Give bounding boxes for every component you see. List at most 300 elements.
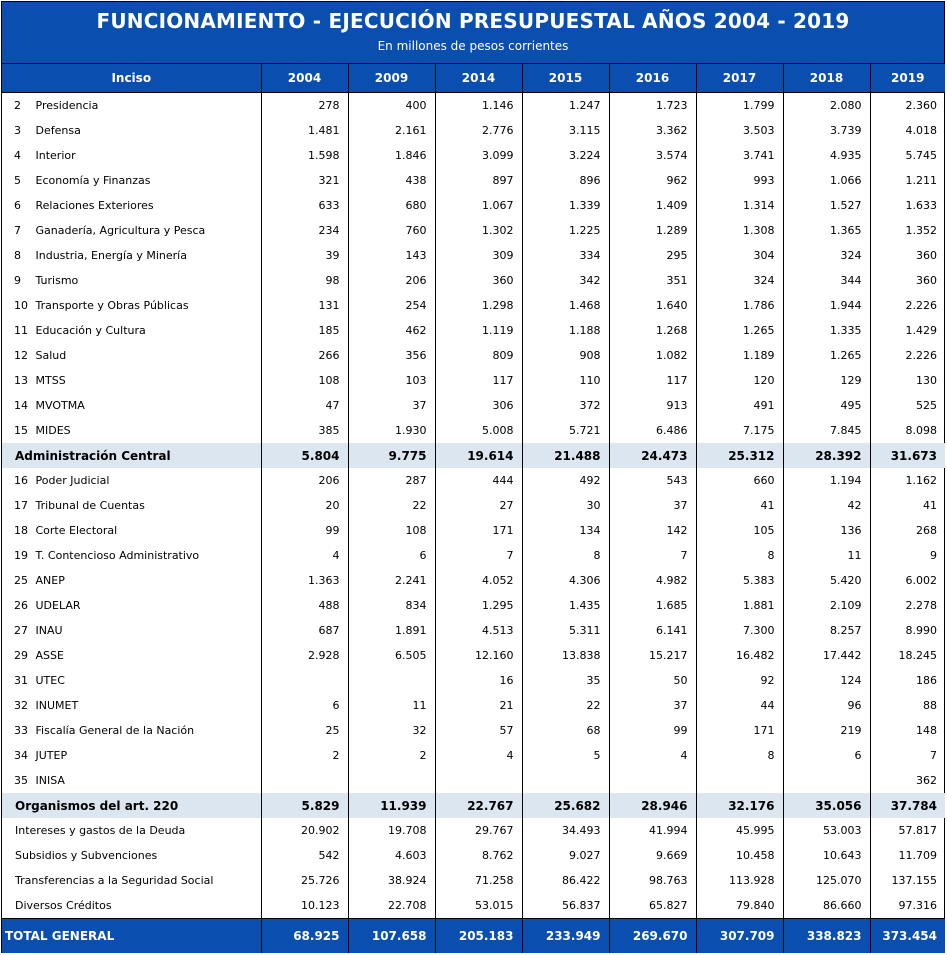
value-cell: 400 xyxy=(348,93,435,119)
table-row xyxy=(2,268,945,293)
inciso-name: Transferencias a la Seguridad Social xyxy=(15,874,214,887)
table-row xyxy=(2,518,945,543)
value-cell: 1.429 xyxy=(870,318,945,343)
inciso-number: 27 xyxy=(14,624,28,637)
value-cell: 254 xyxy=(348,293,435,318)
value-cell: 304 xyxy=(696,243,783,268)
row-label xyxy=(2,293,261,318)
value-cell: 1.302 xyxy=(435,218,522,243)
value-cell: 1.265 xyxy=(696,318,783,343)
value-cell: 113.928 xyxy=(696,868,783,893)
value-cell: 34.493 xyxy=(522,818,609,843)
header-year: 2016 xyxy=(609,64,696,93)
value-cell: 105 xyxy=(696,518,783,543)
value-cell: 1.468 xyxy=(522,293,609,318)
value-cell: 22 xyxy=(522,693,609,718)
total-row xyxy=(2,919,945,954)
value-cell: 1.247 xyxy=(522,93,609,119)
value-cell xyxy=(348,668,435,693)
value-cell: 20.902 xyxy=(261,818,348,843)
row-label xyxy=(2,843,261,868)
value-cell: 3.739 xyxy=(783,118,870,143)
value-cell: 233.949 xyxy=(522,919,609,954)
value-cell: 8.098 xyxy=(870,418,945,443)
value-cell: 4 xyxy=(435,743,522,768)
inciso-name: Defensa xyxy=(35,124,81,137)
inciso-name: Transporte y Obras Públicas xyxy=(35,299,189,312)
value-cell: 8 xyxy=(696,743,783,768)
value-cell: 45.995 xyxy=(696,818,783,843)
value-cell: 65.827 xyxy=(609,893,696,919)
value-cell: 125.070 xyxy=(783,868,870,893)
inciso-name: Administración Central xyxy=(15,448,171,463)
header-year: 2017 xyxy=(696,64,783,93)
row-label xyxy=(2,643,261,668)
value-cell: 19.708 xyxy=(348,818,435,843)
table-row xyxy=(2,218,945,243)
value-cell: 278 xyxy=(261,93,348,119)
value-cell: 495 xyxy=(783,393,870,418)
value-cell: 1.265 xyxy=(783,343,870,368)
value-cell: 1.685 xyxy=(609,593,696,618)
value-cell: 21 xyxy=(435,693,522,718)
value-cell: 373.454 xyxy=(870,919,945,954)
value-cell: 266 xyxy=(261,343,348,368)
value-cell: 2.080 xyxy=(783,93,870,119)
value-cell: 2.109 xyxy=(783,593,870,618)
value-cell xyxy=(609,768,696,793)
value-cell: 4.018 xyxy=(870,118,945,143)
inciso-name: MIDES xyxy=(35,424,71,437)
table-body xyxy=(2,93,945,954)
value-cell: 6.141 xyxy=(609,618,696,643)
value-cell: 120 xyxy=(696,368,783,393)
table-row xyxy=(2,868,945,893)
value-cell: 7.300 xyxy=(696,618,783,643)
value-cell: 98 xyxy=(261,268,348,293)
row-label xyxy=(2,818,261,843)
value-cell: 37 xyxy=(609,493,696,518)
inciso-name: UTEC xyxy=(35,674,65,687)
header-year: 2014 xyxy=(435,64,522,93)
inciso-name: MVOTMA xyxy=(35,399,85,412)
value-cell: 4.603 xyxy=(348,843,435,868)
value-cell: 1.527 xyxy=(783,193,870,218)
value-cell xyxy=(696,768,783,793)
value-cell: 6.505 xyxy=(348,643,435,668)
value-cell: 488 xyxy=(261,593,348,618)
value-cell: 206 xyxy=(348,268,435,293)
value-cell: 53.015 xyxy=(435,893,522,919)
header-year: 2015 xyxy=(522,64,609,93)
value-cell: 913 xyxy=(609,393,696,418)
header-year: 2019 xyxy=(870,64,945,93)
value-cell: 2.161 xyxy=(348,118,435,143)
value-cell: 16.482 xyxy=(696,643,783,668)
value-cell: 1.363 xyxy=(261,568,348,593)
value-cell: 1.066 xyxy=(783,168,870,193)
value-cell: 1.598 xyxy=(261,143,348,168)
value-cell: 4.052 xyxy=(435,568,522,593)
value-cell xyxy=(435,768,522,793)
value-cell: 1.481 xyxy=(261,118,348,143)
value-cell: 32 xyxy=(348,718,435,743)
value-cell: 3.224 xyxy=(522,143,609,168)
row-label xyxy=(2,93,261,119)
header-year: 2009 xyxy=(348,64,435,93)
value-cell: 1.308 xyxy=(696,218,783,243)
table-row xyxy=(2,593,945,618)
value-cell: 10.643 xyxy=(783,843,870,868)
value-cell: 1.082 xyxy=(609,343,696,368)
value-cell: 2 xyxy=(348,743,435,768)
value-cell: 35.056 xyxy=(783,793,870,818)
row-label xyxy=(2,593,261,618)
value-cell: 57 xyxy=(435,718,522,743)
table-row xyxy=(2,468,945,493)
inciso-number: 12 xyxy=(14,349,28,362)
budget-table xyxy=(2,64,945,953)
value-cell: 110 xyxy=(522,368,609,393)
value-cell: 1.786 xyxy=(696,293,783,318)
value-cell: 1.314 xyxy=(696,193,783,218)
inciso-name: Intereses y gastos de la Deuda xyxy=(15,824,186,837)
value-cell: 234 xyxy=(261,218,348,243)
value-cell: 11 xyxy=(348,693,435,718)
value-cell: 18.245 xyxy=(870,643,945,668)
value-cell: 462 xyxy=(348,318,435,343)
value-cell: 5.829 xyxy=(261,793,348,818)
value-cell: 137.155 xyxy=(870,868,945,893)
value-cell: 10.458 xyxy=(696,843,783,868)
inciso-name: Poder Judicial xyxy=(35,474,110,487)
value-cell: 1.298 xyxy=(435,293,522,318)
value-cell: 4.306 xyxy=(522,568,609,593)
value-cell: 107.658 xyxy=(348,919,435,954)
row-label xyxy=(2,418,261,443)
row-label xyxy=(2,243,261,268)
value-cell: 1.339 xyxy=(522,193,609,218)
value-cell: 1.723 xyxy=(609,93,696,119)
value-cell: 28.946 xyxy=(609,793,696,818)
value-cell: 99 xyxy=(261,518,348,543)
table-row xyxy=(2,568,945,593)
table-row xyxy=(2,93,945,119)
value-cell: 1.881 xyxy=(696,593,783,618)
value-cell: 117 xyxy=(609,368,696,393)
inciso-name: UDELAR xyxy=(35,599,81,612)
inciso-name: MTSS xyxy=(35,374,66,387)
value-cell: 27 xyxy=(435,493,522,518)
table-row xyxy=(2,668,945,693)
value-cell: 309 xyxy=(435,243,522,268)
value-cell xyxy=(261,768,348,793)
value-cell: 88 xyxy=(870,693,945,718)
inciso-number: 26 xyxy=(14,599,28,612)
value-cell: 16 xyxy=(435,668,522,693)
value-cell: 56.837 xyxy=(522,893,609,919)
value-cell: 68 xyxy=(522,718,609,743)
inciso-name: Presidencia xyxy=(35,99,99,112)
inciso-name: ANEP xyxy=(35,574,65,587)
value-cell: 30 xyxy=(522,493,609,518)
value-cell: 22 xyxy=(348,493,435,518)
value-cell: 2.226 xyxy=(870,343,945,368)
value-cell: 1.891 xyxy=(348,618,435,643)
value-cell: 5.008 xyxy=(435,418,522,443)
value-cell: 28.392 xyxy=(783,443,870,468)
value-cell: 1.268 xyxy=(609,318,696,343)
inciso-number: 25 xyxy=(14,574,28,587)
value-cell: 7 xyxy=(870,743,945,768)
table-row xyxy=(2,118,945,143)
value-cell: 12.160 xyxy=(435,643,522,668)
inciso-name: Salud xyxy=(35,349,67,362)
value-cell xyxy=(348,768,435,793)
inciso-number: 4 xyxy=(14,149,21,162)
inciso-name: Turismo xyxy=(35,274,79,287)
value-cell: 962 xyxy=(609,168,696,193)
row-label xyxy=(2,268,261,293)
value-cell: 219 xyxy=(783,718,870,743)
value-cell: 4 xyxy=(609,743,696,768)
value-cell: 11 xyxy=(783,543,870,568)
value-cell: 37.784 xyxy=(870,793,945,818)
value-cell: 1.211 xyxy=(870,168,945,193)
value-cell: 21.488 xyxy=(522,443,609,468)
value-cell: 143 xyxy=(348,243,435,268)
value-cell: 57.817 xyxy=(870,818,945,843)
value-cell: 342 xyxy=(522,268,609,293)
value-cell: 1.846 xyxy=(348,143,435,168)
table-row xyxy=(2,368,945,393)
value-cell: 9 xyxy=(870,543,945,568)
subtotal-row xyxy=(2,443,945,468)
inciso-number: 19 xyxy=(14,549,28,562)
value-cell: 71.258 xyxy=(435,868,522,893)
table-row xyxy=(2,543,945,568)
row-label xyxy=(2,118,261,143)
value-cell: 19.614 xyxy=(435,443,522,468)
value-cell: 362 xyxy=(870,768,945,793)
value-cell: 1.409 xyxy=(609,193,696,218)
value-cell: 8.990 xyxy=(870,618,945,643)
row-label xyxy=(2,443,261,468)
value-cell: 5.311 xyxy=(522,618,609,643)
value-cell: 25.726 xyxy=(261,868,348,893)
value-cell: 9.669 xyxy=(609,843,696,868)
inciso-name: Relaciones Exteriores xyxy=(35,199,154,212)
value-cell: 760 xyxy=(348,218,435,243)
table-subtitle: En millones de pesos corrientes xyxy=(377,39,569,53)
value-cell: 3.362 xyxy=(609,118,696,143)
inciso-name: INAU xyxy=(35,624,63,637)
value-cell: 13.838 xyxy=(522,643,609,668)
table-row xyxy=(2,693,945,718)
header-year: 2004 xyxy=(261,64,348,93)
row-label xyxy=(2,493,261,518)
row-label xyxy=(2,468,261,493)
value-cell: 171 xyxy=(435,518,522,543)
value-cell: 385 xyxy=(261,418,348,443)
value-cell: 96 xyxy=(783,693,870,718)
value-cell: 491 xyxy=(696,393,783,418)
budget-table-frame xyxy=(1,1,945,953)
value-cell: 29.767 xyxy=(435,818,522,843)
table-row xyxy=(2,293,945,318)
value-cell: 99 xyxy=(609,718,696,743)
inciso-number: 13 xyxy=(14,374,28,387)
value-cell: 117 xyxy=(435,368,522,393)
value-cell: 6 xyxy=(348,543,435,568)
value-cell: 1.365 xyxy=(783,218,870,243)
value-cell: 908 xyxy=(522,343,609,368)
value-cell: 3.099 xyxy=(435,143,522,168)
value-cell: 360 xyxy=(870,268,945,293)
value-cell: 351 xyxy=(609,268,696,293)
value-cell: 25.312 xyxy=(696,443,783,468)
inciso-number: 15 xyxy=(14,424,28,437)
row-label xyxy=(2,568,261,593)
value-cell: 108 xyxy=(261,368,348,393)
row-label xyxy=(2,893,261,919)
inciso-number: 8 xyxy=(14,249,21,262)
value-cell: 9.775 xyxy=(348,443,435,468)
value-cell: 492 xyxy=(522,468,609,493)
row-label xyxy=(2,718,261,743)
value-cell: 47 xyxy=(261,393,348,418)
row-label xyxy=(2,143,261,168)
value-cell: 1.067 xyxy=(435,193,522,218)
value-cell: 171 xyxy=(696,718,783,743)
inciso-number: 7 xyxy=(14,224,21,237)
value-cell: 321 xyxy=(261,168,348,193)
value-cell: 6.486 xyxy=(609,418,696,443)
value-cell: 42 xyxy=(783,493,870,518)
value-cell: 86.660 xyxy=(783,893,870,919)
table-row xyxy=(2,343,945,368)
value-cell: 8 xyxy=(696,543,783,568)
value-cell: 1.930 xyxy=(348,418,435,443)
table-row xyxy=(2,318,945,343)
value-cell: 1.944 xyxy=(783,293,870,318)
inciso-number: 29 xyxy=(14,649,28,662)
value-cell: 4.513 xyxy=(435,618,522,643)
inciso-number: 9 xyxy=(14,274,21,287)
inciso-name: Organismos del art. 220 xyxy=(15,798,179,813)
value-cell: 92 xyxy=(696,668,783,693)
inciso-name: Corte Electoral xyxy=(35,524,118,537)
value-cell: 6 xyxy=(783,743,870,768)
value-cell: 1.799 xyxy=(696,93,783,119)
value-cell: 10.123 xyxy=(261,893,348,919)
inciso-number: 6 xyxy=(14,199,21,212)
inciso-name: ASSE xyxy=(35,649,64,662)
value-cell: 17.442 xyxy=(783,643,870,668)
value-cell: 7.845 xyxy=(783,418,870,443)
row-label xyxy=(2,919,261,954)
value-cell: 50 xyxy=(609,668,696,693)
title-band xyxy=(2,2,944,64)
value-cell: 372 xyxy=(522,393,609,418)
value-cell: 3.115 xyxy=(522,118,609,143)
row-label xyxy=(2,618,261,643)
inciso-number: 31 xyxy=(14,674,28,687)
inciso-number: 17 xyxy=(14,499,28,512)
value-cell: 287 xyxy=(348,468,435,493)
value-cell: 356 xyxy=(348,343,435,368)
value-cell: 1.335 xyxy=(783,318,870,343)
inciso-number: 10 xyxy=(14,299,28,312)
value-cell: 2.278 xyxy=(870,593,945,618)
value-cell: 660 xyxy=(696,468,783,493)
inciso-name: Diversos Créditos xyxy=(15,899,112,912)
value-cell: 1.188 xyxy=(522,318,609,343)
value-cell: 205.183 xyxy=(435,919,522,954)
value-cell: 360 xyxy=(435,268,522,293)
value-cell: 2.241 xyxy=(348,568,435,593)
table-row xyxy=(2,768,945,793)
value-cell: 186 xyxy=(870,668,945,693)
inciso-number: 33 xyxy=(14,724,28,737)
value-cell: 129 xyxy=(783,368,870,393)
value-cell: 542 xyxy=(261,843,348,868)
row-label xyxy=(2,868,261,893)
value-cell: 1.119 xyxy=(435,318,522,343)
row-label xyxy=(2,318,261,343)
value-cell: 1.289 xyxy=(609,218,696,243)
value-cell: 993 xyxy=(696,168,783,193)
value-cell: 1.633 xyxy=(870,193,945,218)
table-row xyxy=(2,143,945,168)
value-cell: 5 xyxy=(522,743,609,768)
value-cell: 5.804 xyxy=(261,443,348,468)
inciso-number: 18 xyxy=(14,524,28,537)
value-cell: 1.295 xyxy=(435,593,522,618)
row-label xyxy=(2,668,261,693)
inciso-name: Tribunal de Cuentas xyxy=(35,499,145,512)
inciso-number: 5 xyxy=(14,174,21,187)
value-cell: 68.925 xyxy=(261,919,348,954)
value-cell: 136 xyxy=(783,518,870,543)
header-year: 2018 xyxy=(783,64,870,93)
value-cell: 324 xyxy=(783,243,870,268)
subtotal-row xyxy=(2,793,945,818)
inciso-name: Fiscalía General de la Nación xyxy=(35,724,195,737)
value-cell: 7 xyxy=(609,543,696,568)
value-cell: 11.939 xyxy=(348,793,435,818)
value-cell: 438 xyxy=(348,168,435,193)
inciso-name: JUTEP xyxy=(35,749,68,762)
value-cell: 525 xyxy=(870,393,945,418)
value-cell: 5.420 xyxy=(783,568,870,593)
value-cell: 633 xyxy=(261,193,348,218)
inciso-number: 11 xyxy=(14,324,28,337)
value-cell: 338.823 xyxy=(783,919,870,954)
value-cell: 2.226 xyxy=(870,293,945,318)
value-cell: 360 xyxy=(870,243,945,268)
value-cell: 543 xyxy=(609,468,696,493)
value-cell: 1.146 xyxy=(435,93,522,119)
value-cell: 4.982 xyxy=(609,568,696,593)
value-cell: 38.924 xyxy=(348,868,435,893)
inciso-number: 35 xyxy=(14,774,28,787)
value-cell: 44 xyxy=(696,693,783,718)
value-cell: 2.928 xyxy=(261,643,348,668)
value-cell: 295 xyxy=(609,243,696,268)
value-cell: 108 xyxy=(348,518,435,543)
value-cell: 897 xyxy=(435,168,522,193)
